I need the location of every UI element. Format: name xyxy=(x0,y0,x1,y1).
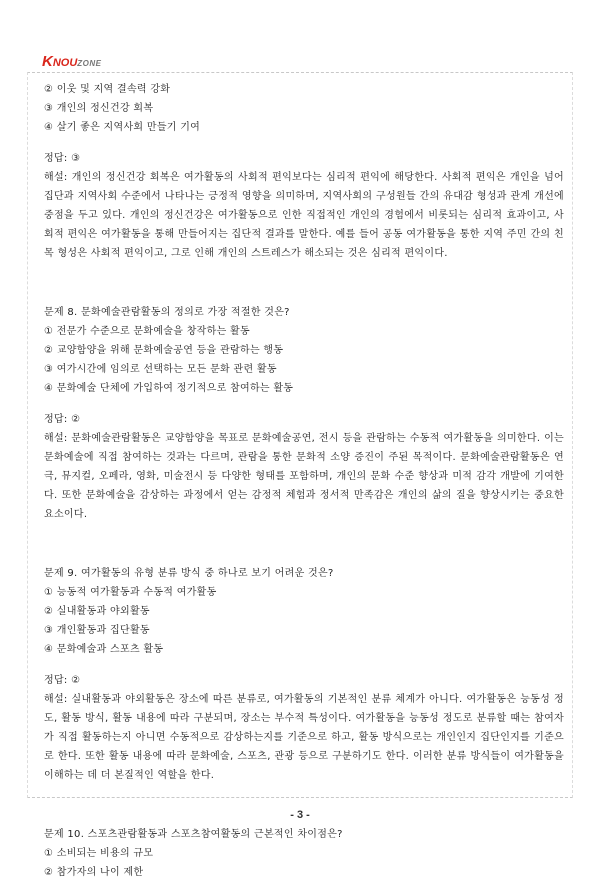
knouzone-logo: KNOUZONE xyxy=(42,53,102,70)
q9-option: ② 실내활동과 야외활동 xyxy=(44,606,150,617)
q8-question: 문제 8. 문화예술관람활동의 정의로 가장 적절한 것은? xyxy=(44,307,290,318)
q7-option: ② 이웃 및 지역 결속력 강화 xyxy=(44,84,171,95)
q9-option: ① 능동적 여가활동과 수동적 여가활동 xyxy=(44,587,217,598)
q8-option: ④ 문화예술 단체에 가입하여 정기적으로 참여하는 활동 xyxy=(44,383,294,394)
q7-answer: 정답: ③ xyxy=(44,153,81,164)
q9-explanation: 해설: 실내활동과 야외활동은 장소에 따른 분류로, 여가활동의 기본적인 분류 체계가 아니다. 여가활동은 능동성 정도, 활동 방식, 활동 내용에 따라 구분되며, 장소는 부수적 특성이다. 여가활동을 능동성 정도로 분류할 때는 참여자가 직접 활동하는지 아니면 수동적으로 감상하는지를 기준으로 하고, 활동 방식으로는 개인인지 집단인지를 기준으로 한다. 또한 활동 내용에 따라 문화예술, 스포츠, 관광 등으로 구분하기도 한다. 이러한 분류 방식들이 여가활동을 이해하는 데 더 본질적인 역할을 한다. xyxy=(44,694,564,781)
q9-option: ④ 문화예술과 스포츠 활동 xyxy=(44,644,164,655)
q8-answer: 정답: ② xyxy=(44,414,81,425)
q9-option: ③ 개인활동과 집단활동 xyxy=(44,625,150,636)
q10-option: ① 소비되는 비용의 규모 xyxy=(44,848,154,859)
q7-option: ④ 살기 좋은 지역사회 만들기 기여 xyxy=(44,122,201,133)
q7-explanation: 해설: 개인의 정신건강 회복은 여가활동의 사회적 편익보다는 심리적 편익에 해당한다. 사회적 편익은 개인을 넘어 집단과 지역사회 수준에서 나타나는 긍정적 영향을 의미하며, 지역사회의 구성원들 간의 유대감 형성과 관계 개선에 중점을 두고 있다. 개인의 정신건강은 여가활동으로 인한 직접적인 개인의 경험에서 비롯되는 심리적 효과이고, 사회적 편익은 여가활동을 통해 만들어지는 집단적 결과를 말한다. 예를 들어 공동 여가활동을 통한 지역 주민 간의 친목 형성은 사회적 편익이고, 그로 인해 개인의 스트레스가 해소되는 것은 심리적 편익이다. xyxy=(44,172,564,259)
page-number: - 3 - xyxy=(290,809,310,821)
q8-option: ② 교양함양을 위해 문화예술공연 등을 관람하는 행동 xyxy=(44,345,284,356)
page-content xyxy=(44,80,564,882)
q9-answer: 정답: ② xyxy=(44,675,81,686)
q10-option: ② 참가자의 나이 제한 xyxy=(44,867,144,878)
q8-option: ① 전문가 수준으로 문화예술을 창작하는 활동 xyxy=(44,326,250,337)
q9-question: 문제 9. 여가활동의 유형 분류 방식 중 하나로 보기 어려운 것은? xyxy=(44,568,334,579)
q10-question: 문제 10. 스포츠관람활동과 스포츠참여활동의 근본적인 차이점은? xyxy=(44,829,343,840)
q8-option: ③ 여가시간에 임의로 선택하는 모든 문화 관련 활동 xyxy=(44,364,277,375)
q8-explanation: 해설: 문화예술관람활동은 교양함양을 목표로 문화예술공연, 전시 등을 관람하는 수동적 여가활동을 의미한다. 이는 문화예술에 직접 참여하는 것과는 다르며, 관람을 통한 문화적 소양 증진이 주된 목적이다. 문화예술관람활동은 연극, 뮤지컬, 오페라, 영화, 미술전시 등 다양한 형태를 포함하며, 개인의 문화 수준 향상과 미적 감각 개발에 기여한다. 또한 문화예술을 감상하는 과정에서 얻는 감정적 체험과 정서적 만족감은 개인의 삶의 질을 향상시키는 중요한 요소이다. xyxy=(44,433,564,520)
q7-option: ③ 개인의 정신건강 회복 xyxy=(44,103,154,114)
